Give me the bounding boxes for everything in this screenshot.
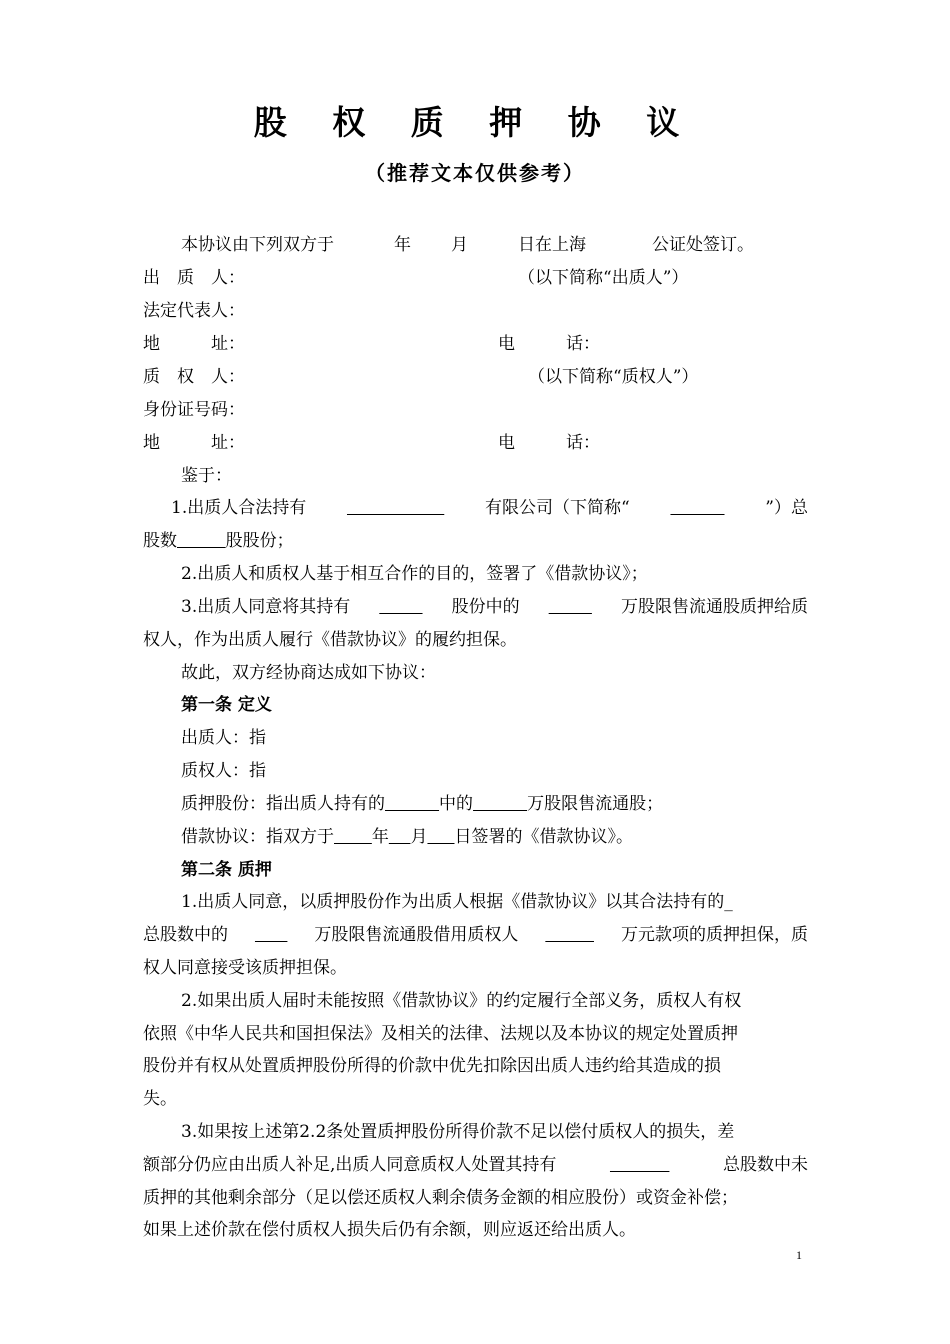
whereas-1-text-b: 有限公司（下简称“: [485, 498, 630, 518]
pledgor-line: [143, 262, 803, 294]
def-shares-text-a: 质押股份：指出质人持有的: [181, 794, 385, 814]
whereas-item-1-cont: [143, 525, 294, 557]
article-2-heading: 第二条 质押: [181, 860, 272, 880]
blank-p1-amount: [545, 919, 594, 951]
pledgor-address-label: 地 址：: [143, 334, 245, 354]
whereas-item-3: [181, 591, 808, 623]
pledgee-abbr: （以下简称“质权人”）: [528, 367, 699, 387]
pledgor-address-line: [143, 328, 803, 360]
intro-text-3: 公证处签订。: [652, 235, 754, 255]
pledgee-phone-label: 电 话：: [498, 433, 600, 453]
def-loan-text-a: 借款协议：指双方于: [181, 827, 334, 847]
article-2-p2-line-2: 依照《中华人民共和国担保法》及相关的法律、法规以及本协议的规定处置质押: [143, 1024, 738, 1044]
article-2-p1-text-d: 万元款项的质押担保，质: [620, 925, 808, 945]
def-loan-month: 月: [410, 827, 428, 847]
blank-loan-year: [334, 827, 372, 847]
def-loan-text-d: 日签署的《借款协议》。: [454, 827, 633, 847]
page-number: 1: [796, 1248, 802, 1262]
article-2-p1-line-2: [143, 919, 808, 951]
document-title: 股 权 质 押 协 议: [253, 103, 697, 142]
whereas-item-2: 2.出质人和质权人基于相互合作的目的，签署了《借款协议》；: [181, 564, 648, 584]
article-2-p1-line-1: 1.出质人同意，以质押股份作为出质人根据《借款协议》以其合法持有的_: [181, 892, 733, 912]
blank-def-held: [385, 794, 439, 814]
def-shares-text-c: 万股限售流通股；: [527, 794, 664, 814]
article-2-p3-text-a: 额部分仍应由出质人补足,出质人同意质权人处置其持有: [143, 1155, 557, 1175]
blank-loan-month: [389, 827, 411, 847]
article-2-p3-line-4: 如果上述价款在偿付质权人损失后仍有余额，则应返还给出质人。: [143, 1220, 636, 1240]
pledgor-label: 出 质 人：: [143, 268, 245, 288]
whereas-1-text-c: ”）总: [765, 498, 808, 518]
pledgee-address-line: [143, 427, 803, 459]
pledgor-rep-line: 法定代表人：: [143, 301, 245, 321]
article-2-p3-text-b: 总股数中未: [722, 1155, 808, 1175]
whereas-1-text-a: 1.出质人合法持有: [171, 498, 307, 518]
blank-company: [347, 492, 444, 524]
pledgor-abbr: （以下简称“出质人”）: [518, 268, 689, 288]
whereas-1-text-d: 股数: [143, 531, 177, 551]
blank-p1-shares: [255, 919, 287, 951]
def-loan-year: 年: [371, 827, 389, 847]
article-2-p3-line-3: 质押的其他剩余部分（足以偿还质权人剩余债务金额的相应股份）或资金补偿；: [143, 1188, 738, 1208]
article-2-p2-line-3: 股份并有权从处置质押股份所得的价款中优先扣除因出质人违约给其造成的损: [143, 1056, 721, 1076]
blank-def-pledged: [473, 794, 527, 814]
def-pledgee: 质权人：指: [181, 761, 266, 781]
pledgee-line: [143, 361, 803, 393]
blank-total-shares: [177, 531, 226, 551]
intro-text-2: 日在上海: [518, 235, 586, 255]
article-2-p3-line-1: 3.如果按上述第2.2条处置质押股份所得价款不足以偿付质权人的损失，差: [181, 1122, 735, 1142]
pledgor-phone-label: 电 话：: [498, 334, 600, 354]
whereas-3-text-c: 万股限售流通股质押给质: [620, 597, 808, 617]
article-2-p1-text-c: 万股限售流通股借用质权人: [314, 925, 519, 945]
article-2-p2-line-4: 失。: [143, 1089, 177, 1109]
intro-year: 年: [394, 235, 411, 255]
def-loan-agreement: [181, 821, 633, 853]
whereas-heading: 鉴于：: [181, 466, 232, 486]
intro-line: [181, 229, 821, 261]
pledgee-address-label: 地 址：: [143, 433, 245, 453]
blank-pledged-shares: [549, 591, 592, 623]
pledgee-id-line: 身份证号码：: [143, 400, 245, 420]
article-2-p1-line-3: 权人同意接受该质押担保。: [143, 958, 347, 978]
article-2-p2-line-1: 2.如果出质人届时未能按照《借款协议》的约定履行全部义务，质权人有权: [181, 991, 742, 1011]
article-1-heading: 第一条 定义: [181, 695, 272, 715]
whereas-3-text-b: 股份中的: [451, 597, 520, 617]
def-pledged-shares: [181, 788, 663, 820]
article-2-p1-text-b: 总股数中的: [143, 925, 228, 945]
def-pledgor: 出质人：指: [181, 728, 266, 748]
whereas-3-text-a: 3.出质人同意将其持有: [181, 597, 351, 617]
whereas-1-text-e: 股股份；: [225, 531, 294, 551]
pledgee-label: 质 权 人：: [143, 367, 245, 387]
whereas-conclusion: 故此，双方经协商达成如下协议：: [181, 663, 436, 683]
intro-text-1: 本协议由下列双方于: [181, 235, 334, 255]
whereas-item-1: [171, 492, 808, 524]
article-2-p3-line-2: [143, 1149, 808, 1181]
intro-month: 月: [451, 235, 468, 255]
blank-held-shares: [379, 591, 422, 623]
whereas-item-3-cont: 权人，作为出质人履行《借款协议》的履约担保。: [143, 630, 517, 650]
blank-p3-held: [610, 1149, 669, 1181]
def-shares-text-b: 中的: [439, 794, 474, 814]
blank-loan-day: [427, 827, 454, 847]
blank-abbr: [670, 492, 724, 524]
document-subtitle: （推荐文本仅供参考）: [365, 161, 585, 185]
